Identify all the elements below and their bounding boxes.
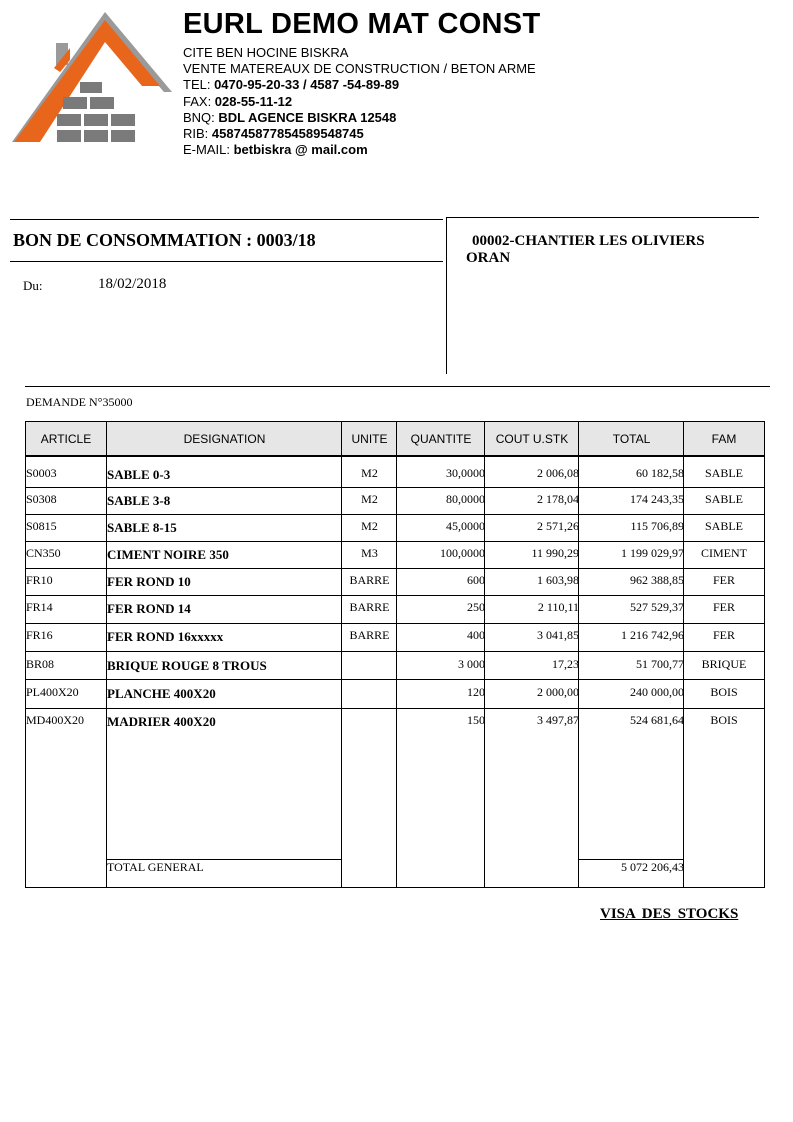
- cell-cout: 2 000,00: [537, 685, 579, 699]
- cell-total: 1 216 742,96: [621, 628, 684, 642]
- cell-total: 51 700,77: [636, 657, 684, 671]
- company-bank: [183, 110, 396, 126]
- cell-article: S0308: [26, 492, 57, 506]
- email-label: E-MAIL:: [183, 142, 234, 157]
- consumption-table: [25, 421, 765, 888]
- cell-quantite: 45,0000: [446, 519, 485, 533]
- chantier-city: ORAN: [466, 250, 511, 266]
- fax-label: FAX:: [183, 94, 215, 109]
- cell-unite: M3: [361, 546, 378, 560]
- section-rule: [25, 386, 770, 387]
- header-fam: FAM: [684, 422, 764, 455]
- cell-cout: 3 041,85: [537, 628, 579, 642]
- tel-value: 0470-95-20-33 / 4587 -54-89-89: [214, 77, 400, 92]
- bnq-value: BDL AGENCE BISKRA 12548: [218, 110, 397, 125]
- date-label: Du:: [23, 278, 43, 293]
- cell-unite: M2: [361, 466, 378, 480]
- header-article: ARTICLE: [26, 422, 106, 455]
- row-divider: [26, 595, 764, 596]
- document-date: 18/02/2018: [98, 276, 167, 292]
- cell-unite: BARRE: [349, 573, 390, 587]
- cell-designation: MADRIER 400X20: [107, 714, 216, 729]
- cell-fam: SABLE: [704, 466, 743, 480]
- row-divider: [26, 623, 764, 624]
- cell-cout: 11 990,29: [531, 546, 579, 560]
- cell-unite: M2: [361, 519, 378, 533]
- cell-quantite: 100,0000: [440, 546, 485, 560]
- header-cout: COUT U.STK: [485, 422, 579, 455]
- cell-fam: SABLE: [704, 519, 743, 533]
- cell-quantite: 150: [467, 713, 485, 727]
- cell-cout: 2 571,26: [537, 519, 579, 533]
- tel-label: TEL:: [183, 77, 215, 92]
- company-logo: [10, 10, 175, 145]
- company-rib: [183, 126, 364, 142]
- company-email: [183, 142, 368, 158]
- cell-cout: 2 178,04: [537, 492, 579, 506]
- cell-article: FR14: [26, 600, 53, 614]
- cell-article: PL400X20: [26, 685, 79, 699]
- cell-designation: FER ROND 10: [107, 574, 191, 589]
- row-divider: [26, 568, 764, 569]
- cell-designation: PLANCHE 400X20: [107, 686, 216, 701]
- rib-value: 458745877854589548745: [211, 126, 364, 141]
- company-tel: [183, 77, 399, 93]
- demande-number: DEMANDE N°35000: [26, 395, 133, 409]
- rib-label: RIB:: [183, 126, 212, 141]
- cell-fam: FER: [712, 573, 735, 587]
- cell-unite: M2: [361, 492, 378, 506]
- cell-article: S0003: [26, 466, 57, 480]
- cell-article: BR08: [26, 657, 55, 671]
- cell-fam: FER: [712, 600, 735, 614]
- cell-cout: 1 603,98: [537, 573, 579, 587]
- company-address: CITE BEN HOCINE BISKRA: [183, 45, 349, 60]
- cell-fam: SABLE: [704, 492, 743, 506]
- cell-quantite: 3 000: [458, 657, 485, 671]
- cell-fam: FER: [712, 628, 735, 642]
- cell-quantite: 120: [467, 685, 485, 699]
- total-general-label: TOTAL GENERAL: [107, 860, 204, 874]
- cell-designation: SABLE 8-15: [107, 520, 177, 535]
- visa-stocks: VISA DES STOCKS: [600, 906, 739, 922]
- cell-cout: 2 006,08: [537, 466, 579, 480]
- cell-designation: CIMENT NOIRE 350: [107, 547, 229, 562]
- row-divider: [26, 651, 764, 652]
- cell-article: FR16: [26, 628, 53, 642]
- cell-designation: FER ROND 16xxxxx: [107, 629, 224, 644]
- cell-designation: SABLE 3-8: [107, 493, 171, 508]
- cell-designation: BRIQUE ROUGE 8 TROUS: [107, 658, 267, 673]
- row-divider: [26, 679, 764, 680]
- row-divider: [26, 487, 764, 488]
- title-bottom-rule: [10, 261, 443, 262]
- bnq-label: BNQ:: [183, 110, 219, 125]
- chantier-top-rule: [447, 217, 759, 218]
- cell-unite: BARRE: [349, 600, 390, 614]
- cell-quantite: 250: [467, 600, 485, 614]
- total-general-value: 5 072 206,43: [621, 860, 684, 874]
- cell-quantite: 600: [467, 573, 485, 587]
- row-divider: [26, 708, 764, 709]
- cell-article: FR10: [26, 573, 53, 587]
- cell-fam: BOIS: [710, 713, 738, 727]
- cell-total: 174 243,35: [630, 492, 684, 506]
- row-divider: [26, 514, 764, 515]
- cell-article: S0815: [26, 519, 57, 533]
- chantier-block: [466, 233, 705, 267]
- cell-cout: 17,23: [552, 657, 579, 671]
- company-activity: VENTE MATEREAUX DE CONSTRUCTION / BETON ARME: [183, 61, 536, 76]
- header-quantite: QUANTITE: [397, 422, 485, 455]
- chantier-name: 00002-CHANTIER LES OLIVIERS: [472, 233, 705, 249]
- cell-total: 60 182,58: [636, 466, 684, 480]
- cell-total: 524 681,64: [630, 713, 684, 727]
- document-title: BON DE CONSOMMATION : 0003/18: [13, 230, 316, 250]
- company-name: EURL DEMO MAT CONST: [183, 8, 541, 40]
- cell-quantite: 30,0000: [446, 466, 485, 480]
- cell-total: 115 706,89: [630, 519, 684, 533]
- cell-cout: 2 110,11: [537, 600, 579, 614]
- cell-cout: 3 497,87: [537, 713, 579, 727]
- cell-total: 962 388,85: [630, 573, 684, 587]
- header-divider: [26, 455, 764, 457]
- cell-fam: CIMENT: [701, 546, 747, 560]
- company-fax: [183, 94, 292, 110]
- cell-designation: FER ROND 14: [107, 601, 191, 616]
- cell-designation: SABLE 0-3: [107, 467, 171, 482]
- cell-fam: BRIQUE: [701, 657, 747, 671]
- cell-article: CN350: [26, 546, 61, 560]
- chantier-left-rule: [446, 217, 447, 374]
- header-total: TOTAL: [579, 422, 684, 455]
- cell-article: MD400X20: [26, 713, 85, 727]
- cell-fam: BOIS: [710, 685, 738, 699]
- cell-quantite: 400: [467, 628, 485, 642]
- cell-total: 1 199 029,97: [621, 546, 684, 560]
- email-value: betbiskra @ mail.com: [233, 142, 368, 157]
- title-top-rule: [10, 219, 443, 220]
- cell-total: 240 000,00: [630, 685, 684, 699]
- row-divider: [26, 541, 764, 542]
- cell-unite: BARRE: [349, 628, 390, 642]
- col-separator: [106, 422, 107, 887]
- header-unite: UNITE: [342, 422, 397, 455]
- cell-quantite: 80,0000: [446, 492, 485, 506]
- cell-total: 527 529,37: [630, 600, 684, 614]
- fax-value: 028-55-11-12: [214, 94, 293, 109]
- header-designation: DESIGNATION: [107, 422, 342, 455]
